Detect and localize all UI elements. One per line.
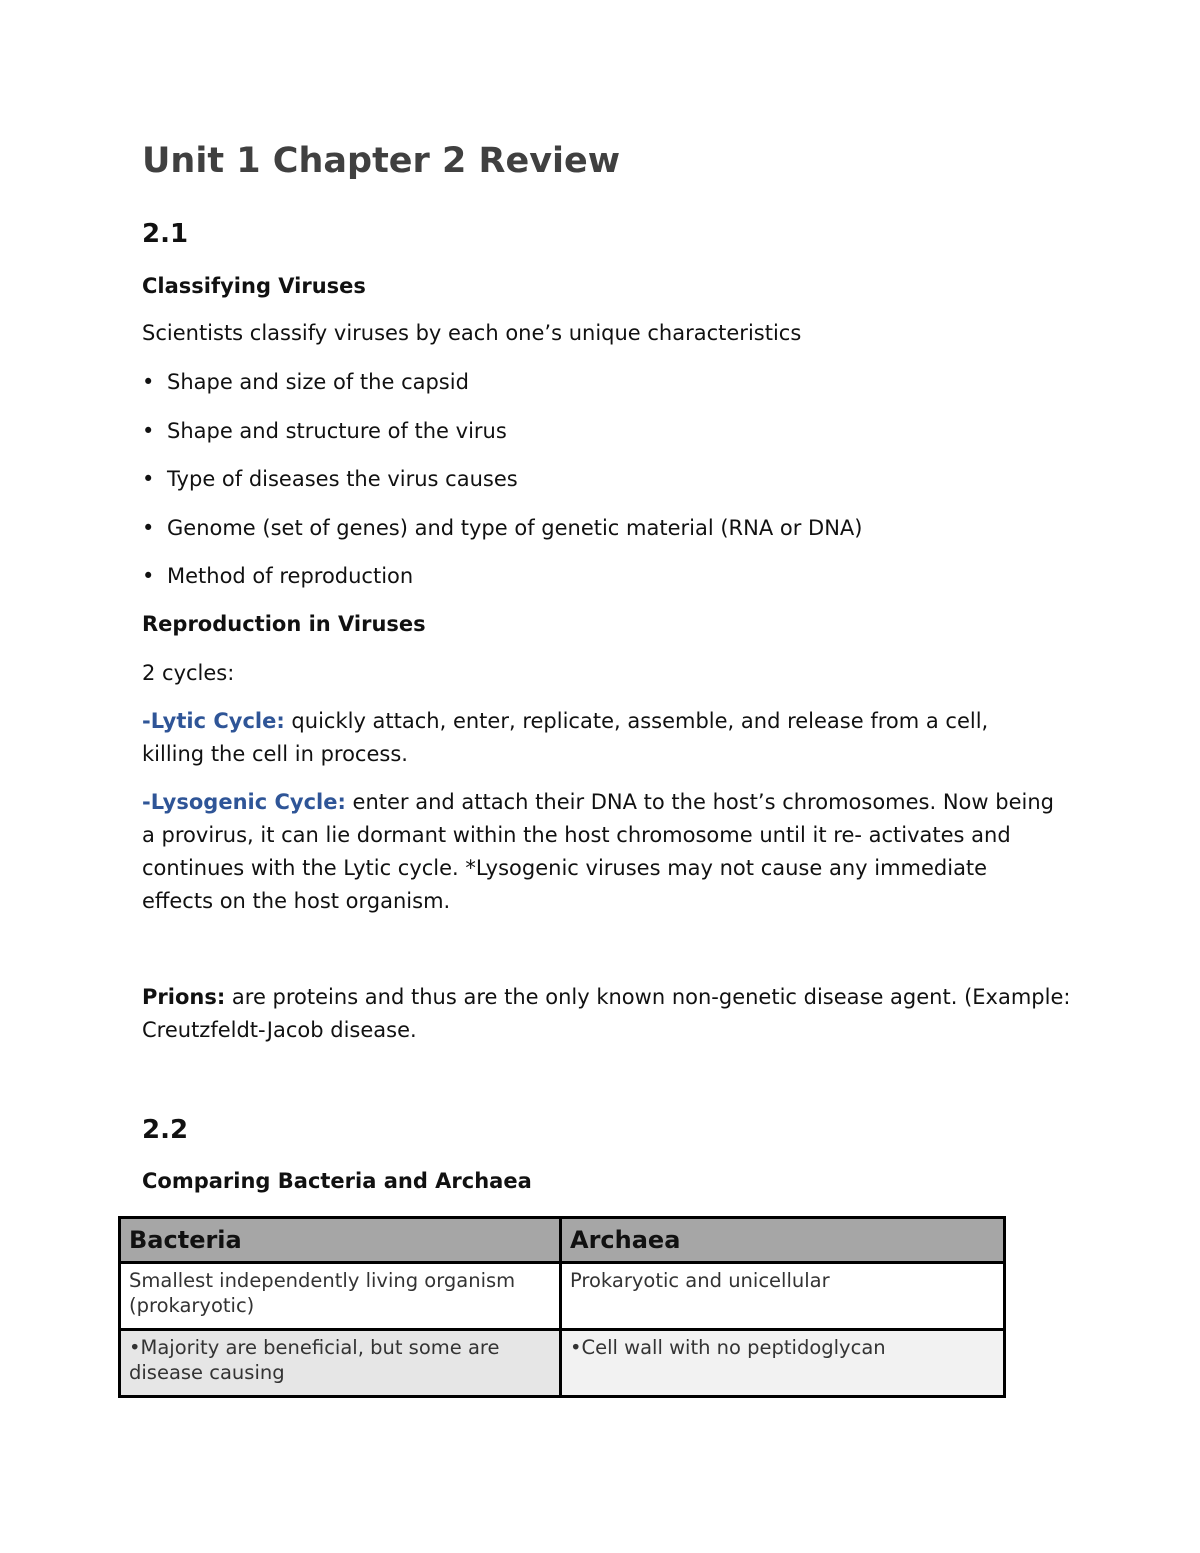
table-row: [120, 1330, 1005, 1397]
prions-text: are proteins and thus are the only known non-genetic disease agent. (Example: Creutzfeldt-Jacob disease.: [142, 985, 1071, 1042]
table-cell: •Cell wall with no peptidoglycan: [561, 1330, 1005, 1397]
heading-comparing-bacteria-archaea: Comparing Bacteria and Archaea: [142, 1169, 532, 1193]
heading-classifying-viruses: Classifying Viruses: [142, 274, 366, 298]
page-title: Unit 1 Chapter 2 Review: [142, 141, 621, 181]
table-cell: Prokaryotic and unicellular: [561, 1263, 1005, 1330]
list-item-text: Genome (set of genes) and type of genetic material (RNA or DNA): [167, 515, 863, 540]
lytic-cycle-paragraph: [142, 705, 1057, 771]
cycles-label: 2 cycles:: [142, 661, 235, 685]
list-item: [142, 366, 862, 415]
lysogenic-cycle-text: enter and attach their DNA to the host’s chromosomes. Now being a provirus, it can lie dormant within the host chromosome until it re- activates and continues with the Lytic cycle. *Lysogenic viruses may not cause any immediate effects on the host organism.: [142, 790, 1054, 913]
bullet-icon: •: [142, 515, 155, 540]
prions-paragraph: [142, 981, 1072, 1047]
table-cell: Smallest independently living organism (prokaryotic): [120, 1263, 561, 1330]
list-item: [142, 415, 862, 464]
heading-reproduction-in-viruses: Reproduction in Viruses: [142, 612, 426, 636]
list-item-text: Shape and structure of the virus: [167, 418, 507, 443]
bullet-icon: •: [142, 467, 155, 491]
list-item: [142, 560, 862, 609]
list-item-text: Method of reproduction: [167, 564, 414, 588]
section-number-2-2: 2.2: [142, 1115, 189, 1145]
lysogenic-cycle-paragraph: [142, 786, 1057, 918]
list-item-text: Type of diseases the virus causes: [167, 467, 518, 491]
lytic-cycle-term: -Lytic Cycle:: [142, 709, 285, 733]
column-header-bacteria: Bacteria: [120, 1218, 561, 1263]
classifying-intro: Scientists classify viruses by each one’s unique characteristics: [142, 321, 802, 345]
table-header-row: [120, 1218, 1005, 1263]
list-item: [142, 463, 862, 512]
section-number-2-1: 2.1: [142, 219, 189, 249]
bullet-icon: •: [142, 564, 155, 588]
prions-term: Prions:: [142, 985, 226, 1009]
bullet-icon: •: [142, 418, 155, 443]
list-item: [142, 512, 862, 561]
bullet-icon: •: [142, 370, 155, 394]
column-header-archaea: Archaea: [561, 1218, 1005, 1263]
table-row: [120, 1263, 1005, 1330]
lytic-cycle-text: quickly attach, enter, replicate, assemble, and release from a cell, killing the cell in process.: [142, 709, 989, 766]
list-item-text: Shape and size of the capsid: [167, 370, 469, 394]
lysogenic-cycle-term: -Lysogenic Cycle:: [142, 790, 346, 814]
bacteria-archaea-table: [118, 1216, 1006, 1398]
table-cell: •Majority are beneficial, but some are disease causing: [120, 1330, 561, 1397]
classification-criteria-list: [142, 366, 862, 609]
